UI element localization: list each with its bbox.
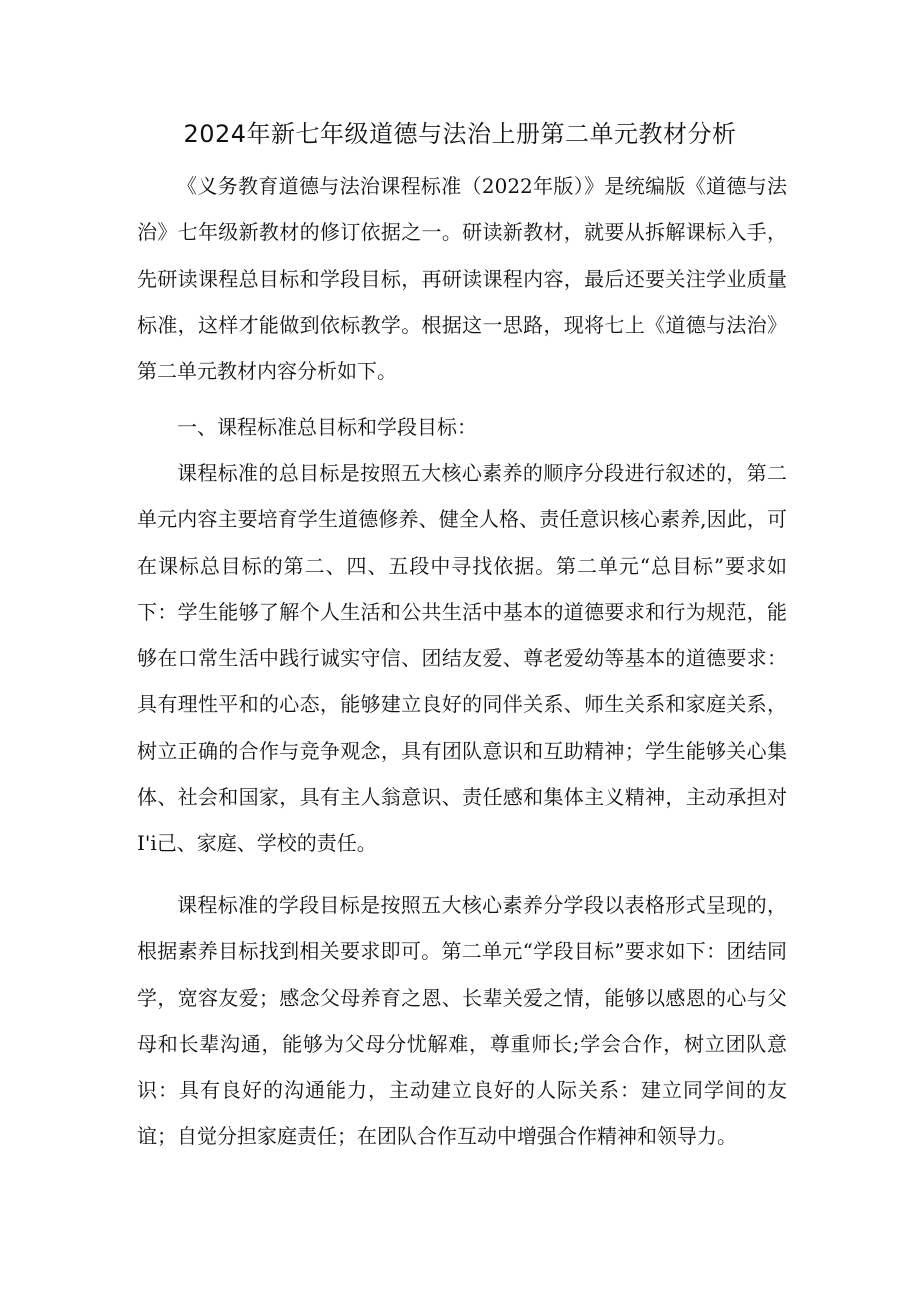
paragraph-intro: 《义务教育道德与法治课程标准（2022年版）》是统编版《道德与法治》七年级新教材的修订依据之一。研读新教材，就要从拆解课标入手，先研读课程总目标和学段目标，再研读课程内容，最后还要关注学业质量标准，这样才能做到依标教学。根据这一思路，现将七上《道德与法治》第二单元教材内容分析如下。	[137, 174, 787, 384]
paragraph-stage-goals: 课程标准的学段目标是按照五大核心素养分学段以表格形式呈现的，根据素养目标找到相关要求即可。第二单元“学段目标”要求如下：团结同学，宽容友爱；感念父母养育之恩、长辈关爱之情，能够以感恩的心与父母和长辈沟通，能够为父母分忧解难，尊重师长;学会合作，树立团队意识：具有良好的沟通能力，主动建立良好的人际关系：建立同学间的友谊；自觉分担家庭责任；在团队合作互动中增强合作精神和领导力。	[137, 893, 787, 1149]
section-heading-1: 一、课程标准总目标和学段目标：	[177, 415, 477, 439]
paragraph-overall-goals: 课程标准的总目标是按照五大核心素养的顺序分段进行叙述的，第二单元内容主要培育学生道德修养、健全人格、责任意识核心素养,因此，可在课标总目标的第二、四、五段中寻找依据。第二单元“总目标”要求如下：学生能够了解个人生活和公共生活中基本的道德要求和行为规范，能够在口常生活中践行诚实守信、团结友爱、尊老爱幼等基本的道德要求：具有理性平和的心态，能够建立良好的同伴关系、师生关系和家庭关系，树立正确的合作与竞争观念，具有团队意识和互助精神；学生能够关心集体、社会和国家，具有主人翁意识、责任感和集体主义精神，主动承担对I'i己、家庭、学校的责任。	[137, 461, 787, 856]
document-title: 2024年新七年级道德与法治上册第二单元教材分析	[183, 120, 737, 148]
